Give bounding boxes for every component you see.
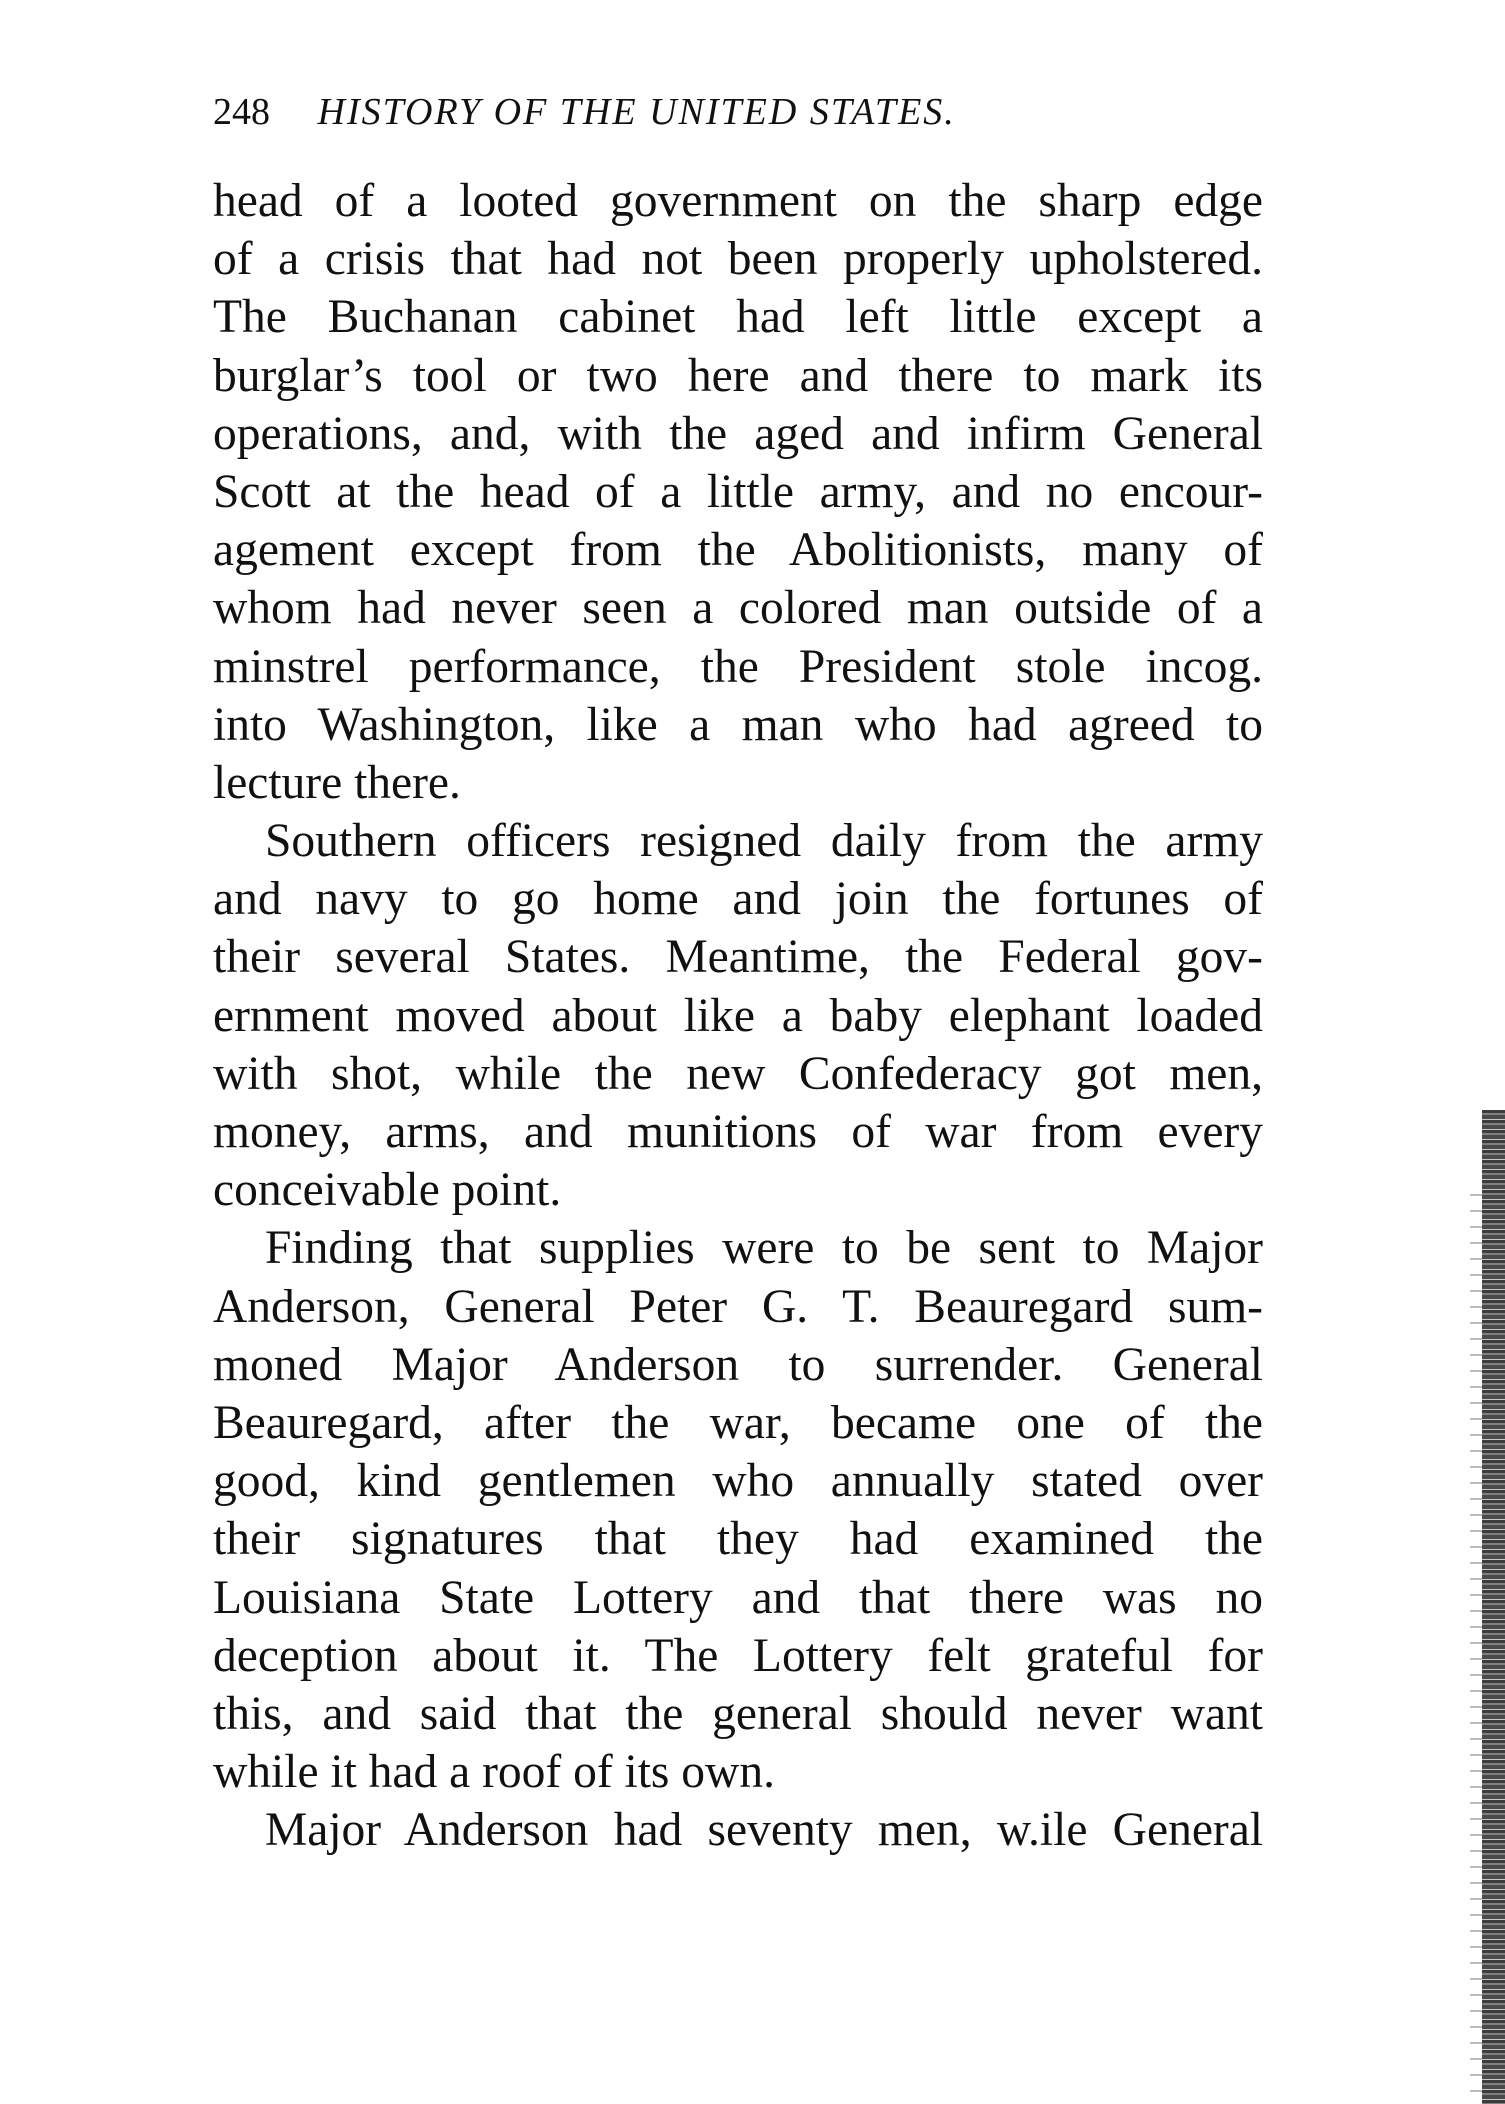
text-line: Louisiana State Lottery and that there was no — [213, 1571, 1263, 1624]
text-line: whom had never seen a colored man outside of a — [213, 582, 1263, 635]
text-line: lecture there. — [213, 756, 461, 809]
text-line: good, kind gentlemen who annually stated over — [213, 1455, 1263, 1508]
text-line: of a crisis that had not been properly upholstered. — [213, 233, 1263, 286]
page-number: 248 — [213, 91, 270, 133]
text-line: minstrel performance, the President stole incog. — [213, 640, 1263, 693]
text-line: Beauregard, after the war, became one of the — [213, 1396, 1263, 1449]
text-line: while it had a roof of its own. — [213, 1746, 775, 1799]
paragraph-start-line: Southern officers resigned daily from the army — [265, 815, 1263, 868]
body-text — [213, 172, 1263, 1859]
text-line: burglar’s tool or two here and there to mark its — [213, 349, 1263, 402]
text-line: head of a looted government on the sharp edge — [213, 175, 1263, 227]
text-line: conceivable point. — [213, 1164, 562, 1217]
text-line: money, arms, and munitions of war from every — [213, 1106, 1263, 1158]
text-line: moned Major Anderson to surrender. General — [213, 1338, 1263, 1391]
text-line: The Buchanan cabinet had left little except a — [213, 291, 1263, 344]
text-line: their signatures that they had examined the — [213, 1513, 1263, 1566]
text-line: and navy to go home and join the fortunes of — [213, 873, 1263, 926]
text-line: deception about it. The Lottery felt grateful for — [213, 1629, 1263, 1682]
text-line: with shot, while the new Confederacy got men, — [213, 1047, 1263, 1100]
paragraph-start-line: Major Anderson had seventy men, w.ile General — [265, 1804, 1263, 1857]
paragraph-start-line: Finding that supplies were to be sent to Major — [265, 1222, 1263, 1275]
text-line: Anderson, General Peter G. T. Beauregard sum- — [213, 1280, 1263, 1333]
text-line: into Washington, like a man who had agreed to — [213, 698, 1263, 751]
running-title: HISTORY OF THE UNITED STATES. — [317, 91, 956, 133]
text-line: their several States. Meantime, the Federal gov- — [213, 931, 1263, 984]
scan-edge-shadow-soft — [1470, 1180, 1482, 2104]
scan-edge-shadow — [1482, 1110, 1505, 2104]
text-line: agement except from the Abolitionists, many of — [213, 524, 1263, 577]
text-line: ernment moved about like a baby elephant loaded — [213, 989, 1263, 1042]
text-line: this, and said that the general should never want — [213, 1687, 1263, 1740]
text-line: Scott at the head of a little army, and no encour- — [213, 465, 1263, 518]
running-head — [213, 82, 1213, 142]
text-line: operations, and, with the aged and infirm General — [213, 407, 1263, 460]
